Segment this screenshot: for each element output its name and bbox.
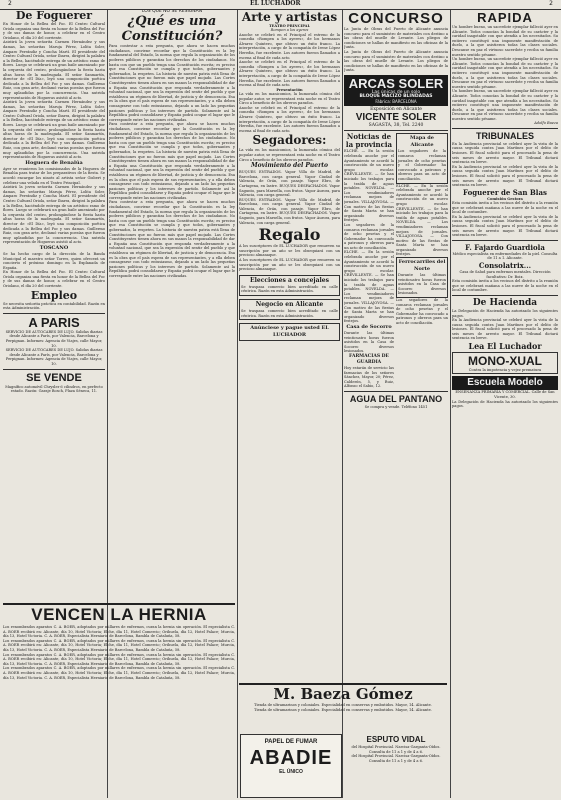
ad-brand: ABADIE: [249, 747, 333, 769]
ad-text: SERVICIO DE AUTOCARES DE LUJO. Salidas diarias desde Alicante a París, por Valencia, Barcelona y Perpignan. Informes: Agencia de Viajes, calle Mayor, 10.: [5, 329, 103, 348]
box-title: Elecciones a concejales: [250, 276, 329, 284]
article-body: Para contestar a esta pregunta, que ahora se hacen muchos ciudadanos, conviene recordar que la Constitución es la ley fundamental del Estado, la norma que regula la organización de los poderes públicos y garantiza los derechos de los ciudadanos. No basta con que un pueblo tenga una Constitución escrita; es preciso que esa Constitución se cumpla y que todos, gobernantes y gobernados, la respeten. La historia de nuestra patria está llena de Constituciones que no fueron más que papel mojado. Las Cortes Constituyentes tienen ahora en sus manos la responsabilidad de dar a España una Constitución que responda verdaderamente a la voluntad nacional, que sea la expresión del sentir del pueblo y que establezca un régimen de libertad, de justicia y de democracia. Esa es la obra que el país espera de sus representantes, y a ella deben consagrarse con todo entusiasmo, dejando a un lado las pequeñas pasiones políticas y los intereses de partido. Solamente así la República podrá consolidarse y España podrá ocupar el lugar que le corresponde entre las naciones civilizadas.: [109, 200, 235, 278]
ad-text: Casa de Salud para enfermos mentales. Dirección facultativa: Dr. Boix.: [459, 269, 551, 279]
headline: CONCURSO: [348, 10, 444, 27]
article-body: Asistirá la joven señorita Carmen Hernández y sus damas, las señoritas Maruja Pérez, Lolita Soler, Amparo Ferrándiz y Concha Martí. El presidente del Centro Cultural Oriola, señor Ibarra, dirigirá la palabra a la Bellea, haciéndole entrega de un artístico ramo de flores. Luego se celebrará un gran baile amenizado por la orquesta del centro, prolongándose la fiesta hasta altas horas de la madrugada. El señor Sanmartín, director de «El Día», leyó una composición poética dedicada a la Bellea del Foc y sus damas. Guillermo Ruiz, con gran arte, declamó varias poesías que fueron muy aplaudidas por la concurrencia. Una nutrida representación de Hogueras asistió al acto.: [3, 185, 105, 245]
article-body: La Junta de Obras del Puerto de Alicante anuncia concurso para el suministro de materiales con destino a las obras del muelle de Levante. Los pliegos de condiciones se hallan de manifiesto en las oficinas de la Junta.: [344, 49, 448, 73]
article-body: La vida en los manicomios, la humorada cómica del popular autor, se representará esta noche en el Teatro Circo a beneficio de los obreros parados.: [239, 148, 340, 162]
article-body: Esta comisión invita a los vecinos del distrito a la reunión que se celebrará mañana a las nueve de la noche en el local de costumbre.: [452, 279, 558, 293]
article-body: En la Audiencia provincial se celebró ayer la vista de la causa seguida contra Juan Martínez por el delito de lesiones. El fiscal solicitó para el procesado la pena de seis meses de arresto mayor. El Tribunal dictará sentencia en breve.: [452, 164, 558, 188]
ad-text: Tienda de ultramarinos y coloniales. Especialidad en conservas y embutidos. Mayor, 14. Alicante.: [254, 707, 432, 712]
section-heading: TRIBUNALES: [476, 130, 534, 141]
ad-title: Consolatrix...: [478, 260, 532, 270]
article-body: Se necesita señorita práctica en contabilidad. Razón en esta Administración.: [3, 301, 105, 311]
masthead: [0, 0, 561, 10]
baeza-ad: [239, 683, 447, 733]
abadie-ad: [240, 734, 342, 798]
article-body: En la Audiencia provincial se celebró ayer la vista de la causa seguida contra Juan Martínez por el delito de lesiones. El fiscal solicitó para el procesado la pena de seis meses de arresto mayor. El Tribunal dictará sentencia en breve.: [452, 214, 558, 238]
box-title: Negocio en Alicante: [255, 301, 324, 309]
section-heading: De Hacienda: [472, 297, 538, 308]
article-body: A los suscriptores de EL LUCHADOR que renueven su suscripción por un año se les obsequiará con un precioso almanaque.: [239, 244, 340, 258]
ad-line: BLOQUE MACIZO BLINDADAS: [359, 94, 433, 100]
masthead-title: EL LUCHADOR: [250, 0, 301, 7]
ad-brand: ARCAS SOLER: [348, 75, 444, 91]
ad-title: M. Baeza Gómez: [273, 685, 413, 703]
article-body: Para contestar a esta pregunta, que ahora se hacen muchos ciudadanos, conviene recordar que la Constitución es la ley fundamental del Estado, la norma que regula la organización de los poderes públicos y garantiza los derechos de los ciudadanos. No basta con que un pueblo tenga una Constitución escrita; es preciso que esa Constitución se cumpla y que todos, gobernantes y gobernados, la respeten. La historia de nuestra patria está llena de Constituciones que no fueron más que papel mojado. Las Cortes Constituyentes tienen ahora en sus manos la responsabilidad de dar a España una Constitución que responda verdaderamente a la voluntad nacional, que sea la expresión del sentir del pueblo y que establezca un régimen de libertad, de justicia y de democracia. Esa es la obra que el país espera de sus representantes, y a ella deben consagrarse con todo entusiasmo, dejando a un lado las pequeñas pasiones políticas y los intereses de partido. Solamente así la República podrá consolidarse y España podrá ocupar el lugar que le corresponde entre las naciones civilizadas.: [109, 122, 235, 200]
ad-title: A PARIS: [28, 314, 80, 330]
ad-text: Los renombrados aparatos C. A. BOER, adoptados por millares de enfermos, curan la hernia sin operación. El especialista C. A. BOER recibirá en: Alicante, día 10, Hotel Victoria; Elche, día 11, Hotel Comercio; Orihuela, día 12, Hotel Palace; Murcia, día 13, Hotel Victoria. C. A. BOER, Especialista Herniario de Barcelona, Rambla de Cataluña, 58.: [3, 652, 235, 666]
headline: Arte y artistas: [241, 10, 338, 24]
ad-brand: MONO-XUAL: [468, 354, 542, 369]
section-tag: LOS QUE NO SE RESIGNAN: [141, 10, 203, 14]
column-rule: [450, 10, 451, 798]
article-body: A los suscriptores de EL LUCHADOR que renueven su suscripción por un año se les obsequiará con un precioso almanaque.: [239, 258, 340, 272]
article-body: Un hombre bueno, un sacerdote ejemplar falleció ayer en Alicante. Todos conocían la bondad de su carácter y la caridad inagotable con que atendía a los necesitados. Su entierro constituyó una imponente manifestación de duelo, a la que asistieron todas las clases sociales. Descanse en paz el virtuoso sacerdote y reciba su familia nuestro sentido pésame.: [452, 25, 558, 57]
subheading: Rompen a los ayeres: [270, 28, 309, 33]
ad-text: del Hospital Provincial. Narcisa-Garganta-Oídos. Consulta de 11 a 1 y de 4 a 6.: [351, 745, 441, 754]
article-body: En Honor de la Bellea del Foc. El Centro Cultural Oriola organiza una fiesta en honor de la Bellea del Foc y de sus damas de honor, a celebrar en el Centro Oriolano, el día 20 del corriente.: [3, 270, 105, 289]
ad-text: Los renombrados aparatos C. A. BOER, adoptados por millares de enfermos, curan la hernia sin operación. El especialista C. A. BOER recibirá en: Alicante, día 10, Hotel Victoria; Elche, día 11, Hotel Comercio; Orihuela, día 12, Hotel Palace; Murcia, día 13, Hotel Victoria. C. A. BOER, Especialista Herniario de Barcelona, Rambla de Cataluña, 58.: [3, 666, 235, 680]
ad-title: AGUA DEL PANTANO: [349, 393, 443, 404]
ad-text: Magnífico automóvil Chrysler 6 cilindros, en perfecto estado. Razón: Garaje Bosch, Plaza Séneca, 11.: [5, 384, 103, 394]
subheading: TOSCANO: [39, 244, 69, 251]
ad-text: del Hospital Provincial. Narcisa-Garganta-Oídos. Consulta de 11 a 1 y de 4 a 6.: [351, 754, 441, 763]
article-body: Se ha hecho cargo de la dirección de la Banda Municipal el maestro señor Torres, quien ofrecerá un concierto el próximo domingo en la Explanada de España.: [3, 251, 105, 270]
exposition-label: Exposición en Alicante: [370, 106, 422, 112]
article-body: BUQUES ENTRADOS. Vapor Villa de Madrid, de Barcelona, con carga general. Vapor Ciudad de Valencia, de Orán, con pasaje. Vapor Ebro, de Cartagena, en lastre. BUQUES DESPACHADOS. Vapor Sagunto, para Marsella, con frutos. Vapor Aurora, para Valencia, con carga general.: [239, 197, 340, 225]
kicker: TEATRO PRINCIPAL: [269, 24, 310, 28]
article-body: ELCHE. — En la sesión celebrada anoche por el Ayuntamiento se acordó la construcción de un nuevo grupo escolar. CREVILLENTE. — Se han iniciado los trabajos para la traída de aguas potables. NOVELDA. — Los vendimiadores reclaman mejora de jornales. VILLAJOYOSA. — Con motivo de las fiestas de Santa Marta se han organizado diversos festejos.: [344, 250, 394, 324]
article-body: Durante las últimas veinticuatro horas fueron asistidos en la Casa de Socorro diversos lesionados.: [344, 330, 394, 354]
article-body: Asistirá la joven señorita Carmen Hernández y sus damas, las señoritas Maruja Pérez, Lolita Soler, Amparo Ferrándiz y Concha Martí. El presidente del Centro Cultural Oriola, señor Ibarra, dirigirá la palabra a la Bellea, haciéndole entrega de un artístico ramo de flores. Luego se celebrará un gran baile amenizado por la orquesta del centro, prolongándose la fiesta hasta altas horas de la madrugada. El señor Sanmartín, director de «El Día», leyó una composición poética dedicada a la Bellea del Foc y sus damas. Guillermo Ruiz, con gran arte, declamó varias poesías que fueron muy aplaudidas por la concurrencia. Una nutrida representación de Hogueras asistió al acto.: [3, 40, 105, 100]
page-number-left: 2: [8, 0, 12, 7]
article-body: La Delegación de Hacienda ha autorizado los siguientes pagos.: [452, 308, 558, 318]
article-body: Anoche se celebró en el Principal el estreno de la comedia «Rompen a los ayeres», de los hermanos Álvarez Quintero, que obtuvo un éxito franco. La interpretación, a cargo de la compañía de Irene López Heredia, fue excelente. Los autores fueron llamados a escena al final de cada acto.: [239, 32, 340, 60]
ad-text: ENSEÑANZA PRIMARIA Y COMERCIAL. Calle de San Vicente, 30.: [455, 390, 555, 399]
ad-title: SE VENDE: [26, 371, 82, 384]
ad-tagline: EL ÚNICO: [279, 769, 303, 775]
box-title: Mapa de Alicante: [410, 135, 434, 149]
subheading: Segadores:: [252, 133, 327, 148]
column-5: [452, 10, 558, 798]
subheading: FARMACIAS DE GUARDIA: [349, 353, 389, 365]
ad-text: Se compra y vende. Teléfono 1451: [364, 404, 428, 409]
article-body: La Delegación de Hacienda ha autorizado los siguientes pagos.: [452, 399, 558, 409]
article-body: ELCHE. — En la sesión celebrada anoche por el Ayuntamiento se acordó la construcción de un nuevo grupo escolar. CREVILLENTE. — Se han iniciado los trabajos para la traída de aguas potables. NOVELDA. — Los vendimiadores reclaman mejora de jornales. VILLAJOYOSA. — Con motivo de las fiestas de Santa Marta se han organizado diversos festejos.: [344, 149, 394, 223]
article-body: Asistirá la joven señorita Carmen Hernández y sus damas, las señoritas Maruja Pérez, Lolita Soler, Amparo Ferrándiz y Concha Martí. El presidente del Centro Cultural Oriola, señor Ibarra, dirigirá la palabra a la Bellea, haciéndole entrega de un artístico ramo de flores. Luego se celebrará un gran baile amenizado por la orquesta del centro, prolongándose la fiesta hasta altas horas de la madrugada. El señor Sanmartín, director de «El Día», leyó una composición poética dedicada a la Bellea del Foc y sus damas. Guillermo Ruiz, con gran arte, declamó varias poesías que fueron muy aplaudidas por la concurrencia. Una nutrida representación de Hogueras asistió al acto.: [3, 100, 105, 160]
headline: RAPIDA: [477, 10, 533, 25]
article-body: Los segadores de la comarca reclaman jornales de ocho pesetas y el Gobernador ha convocado a patronos y obreros para un acto de conciliación.: [344, 222, 394, 250]
article-body: La Junta de Obras del Puerto de Alicante anuncia concurso para el suministro de materiales con destino a las obras del muelle de Levante. Los pliegos de condiciones se hallan de manifiesto en las oficinas de la Junta.: [344, 27, 448, 50]
box-text: Los segadores de la comarca reclaman jornales de ocho pesetas y el Gobernador ha convocado a patronos y obreros para un acto de conciliación.: [398, 149, 446, 181]
article-body: Esta comisión invita a los vecinos del distrito a la reunión que se celebrará mañana a las nueve de la noche en el local de costumbre.: [452, 201, 558, 215]
ad-subtitle: PAPEL DE FUMAR: [264, 739, 318, 745]
subheading: Casa de Socorro: [346, 323, 392, 330]
ad-text: Tienda de ultramarinos y coloniales. Especialidad en conservas y embutidos. Mayor, 14. Alicante.: [254, 703, 432, 707]
ad-line: Fábrica: BARCELONA: [375, 98, 417, 104]
ad-text: Médico especialista en enfermedades de la piel. Consulta de 11 a 1. Alicante.: [452, 251, 558, 261]
exposition-address: SAGASTA, 38, Tel. 2240: [368, 123, 424, 129]
box-text: Durante las últimas veinticuatro horas fueron asistidos en la Casa de Socorro diversos lesionados.: [398, 273, 446, 296]
column-rule: [237, 10, 238, 798]
article-body: Un hombre bueno, un sacerdote ejemplar falleció ayer en Alicante. Todos conocían la bondad de su carácter y la caridad inagotable con que atendía a los necesitados. Su entierro constituyó una imponente manifestación de duelo, a la que asistieron todas las clases sociales. Descanse en paz el virtuoso sacerdote y reciba su familia nuestro sentido pésame.: [452, 57, 558, 89]
subheading: Presentación: [276, 87, 303, 92]
article-body: La vida en los manicomios, la humorada cómica del popular autor, se representará esta noche en el Teatro Circo a beneficio de los obreros parados.: [239, 92, 340, 106]
ad-title: F. Fajardo Guardiola: [465, 242, 545, 252]
box-title: Anúnciese y pague usted EL LUCHADOR: [250, 325, 329, 339]
article-body: Hoy estarán de servicio las farmacias de los señores Sánchez, Mayor, 20; Pérez, Calderón, 5, y Ruiz, Alfonso el Sabio, 12.: [344, 365, 394, 389]
ad-text: Los renombrados aparatos C. A. BOER, adoptados por millares de enfermos, curan la hernia sin operación. El especialista C. A. BOER recibirá en: Alicante, día 10, Hotel Victoria; Elche, día 11, Hotel Comercio; Orihuela, día 12, Hotel Palace; Murcia, día 13, Hotel Victoria. C. A. BOER, Especialista Herniario de Barcelona, Rambla de Cataluña, 58.: [3, 625, 235, 639]
ad-line: Las únicas de un solo: [371, 89, 421, 95]
box-text: Se traspasa comercio bien acreditado en calle céntrica. Razón en esta Administración.: [241, 309, 338, 318]
article-body: En la Audiencia provincial se celebró ayer la vista de la causa seguida contra Juan Martínez por el delito de lesiones. El fiscal solicitó para el procesado la pena de seis meses de arresto mayor. El Tribunal dictará sentencia en breve.: [452, 141, 558, 165]
esputo-ad: [344, 735, 448, 795]
article-body: En la Audiencia provincial se celebró ayer la vista de la causa seguida contra Juan Martínez por el delito de lesiones. El fiscal solicitó para el procesado la pena de seis meses de arresto mayor. El Tribunal dictará sentencia en breve.: [452, 318, 558, 341]
subheading: Noticias de la provincia: [345, 132, 393, 150]
arcas-soler-ad: [344, 75, 448, 106]
signature: Adolfo Baeza: [534, 121, 558, 126]
article-body: Ayer se reunieron los comisionados de la Hoguera de Benalúa para tratar de los preparativos de la fiesta. Se acordó encargar los ninots al artista señor Gisbert y celebrar una velada en el Teatro Principal.: [3, 166, 105, 185]
article-body: Anoche se celebró en el Principal el estreno de la comedia «Rompen a los ayeres», de los hermanos Álvarez Quintero, que obtuvo un éxito franco. La interpretación, a cargo de la compañía de Irene López Heredia, fue excelente. Los autores fueron llamados a escena al final de cada acto.: [239, 60, 340, 88]
promo: Lea El Luchador: [468, 341, 542, 352]
article-body: ELCHE. — En la sesión celebrada anoche por el Ayuntamiento se acordó la construcción de un nuevo grupo escolar. CREVILLENTE. — Se han iniciado los trabajos para la traída de aguas potables. NOVELDA. — Los vendimiadores reclaman mejora de jornales. VILLAJOYOSA. — Con motivo de las fiestas de Santa Marta se han organizado diversos festejos.: [396, 183, 448, 257]
article-intro: En Honor de la Bellea del Foc. El Centro Cultural Oriola organiza una fiesta en honor de la Bellea del Foc y de sus damas de honor, a celebrar en el Centro Oriolano, el día 20 del corriente.: [3, 22, 105, 40]
column-2: [109, 10, 235, 600]
ad-brand: Escuela Modelo: [467, 377, 543, 389]
column-3: [239, 10, 340, 798]
box-title: Ferrocarriles del Norte: [398, 259, 446, 273]
subheading: Regalo: [258, 225, 321, 245]
ad-title: ESPUTO VIDAL: [366, 735, 426, 744]
article-body: Un hombre bueno, un sacerdote ejemplar falleció ayer en Alicante. Todos conocían la bondad de su carácter y la caridad inagotable con que atendía a los necesitados. Su entierro constituyó una imponente manifestación de duelo, a la que asistieron todas las clases sociales. Descanse en paz el virtuoso sacerdote y reciba su familia nuestro sentido pésame.: [452, 89, 558, 121]
box-text: Se traspasa comercio bien acreditado en calle céntrica. Razón en esta Administración.: [241, 284, 338, 294]
ad-text: Los renombrados aparatos C. A. BOER, adoptados por millares de enfermos, curan la hernia sin operación. El especialista C. A. BOER recibirá en: Alicante, día 10, Hotel Victoria; Elche, día 11, Hotel Comercio; Orihuela, día 12, Hotel Palace; Murcia, día 13, Hotel Victoria. C. A. BOER, Especialista Herniario de Barcelona, Rambla de Cataluña, 58.: [3, 638, 235, 652]
hernia-ad: [3, 603, 235, 797]
article-body: Anoche se celebró en el Principal el estreno de la comedia «Rompen a los ayeres», de los hermanos Álvarez Quintero, que obtuvo un éxito franco. La interpretación, a cargo de la compañía de Irene López Heredia, fue excelente. Los autores fueron llamados a escena al final de cada acto.: [239, 105, 340, 133]
page-number-right: 2: [549, 0, 553, 7]
ad-text: SERVICIO DE AUTOCARES DE LUJO. Salidas diarias desde Alicante a París, por Valencia, Barcelona y Perpignan. Informes: Agencia de Viajes, calle Mayor, 10.: [5, 348, 103, 366]
subheading: Comisión Gestora: [487, 196, 523, 201]
article-body: Los segadores de la comarca reclaman jornales de ocho pesetas y el Gobernador ha convocado a patronos y obreros para un acto de conciliación.: [396, 298, 448, 326]
column-4: [344, 10, 448, 678]
subheading: Empleo: [30, 288, 78, 302]
column-rule: [342, 10, 343, 798]
section-heading: Foguerer de San Blas: [463, 187, 547, 197]
subheading: Movimiento del Puerto: [250, 162, 329, 170]
section-heading: De Foguerer: [15, 10, 93, 22]
article-body: Para contestar a esta pregunta, que ahora se hacen muchos ciudadanos, conviene recordar que la Constitución es la ley fundamental del Estado, la norma que regula la organización de los poderes públicos y garantiza los derechos de los ciudadanos. No basta con que un pueblo tenga una Constitución escrita; es preciso que esa Constitución se cumpla y que todos, gobernantes y gobernados, la respeten. La historia de nuestra patria está llena de Constituciones que no fueron más que papel mojado. Las Cortes Constituyentes tienen ahora en sus manos la responsabilidad de dar a España una Constitución que responda verdaderamente a la voluntad nacional, que sea la expresión del sentir del pueblo y que establezca un régimen de libertad, de justicia y de democracia. Esa es la obra que el país espera de sus representantes, y a ella deben consagrarse con todo entusiasmo, dejando a un lado las pequeñas pasiones políticas y los intereses de partido. Solamente así la República podrá consolidarse y España podrá ocupar el lugar que le corresponde entre las naciones civilizadas.: [109, 44, 235, 122]
exposition-name: VICENTE SOLER: [355, 112, 437, 124]
article-body: BUQUES ENTRADOS. Vapor Villa de Madrid, de Barcelona, con carga general. Vapor Ciudad de Valencia, de Orán, con pasaje. Vapor Ebro, de Cartagena, en lastre. BUQUES DESPACHADOS. Vapor Sagunto, para Marsella, con frutos. Vapor Aurora, para Valencia, con carga general.: [239, 170, 340, 198]
ad-text: Contra la impotencia y vejez prematura: [468, 368, 542, 373]
headline: ¿Qué es una Constitución?: [121, 14, 223, 45]
subheading: Hoguera de Benalúa: [25, 159, 83, 166]
ad-title: VENCEN LA HERNIA: [31, 605, 207, 624]
